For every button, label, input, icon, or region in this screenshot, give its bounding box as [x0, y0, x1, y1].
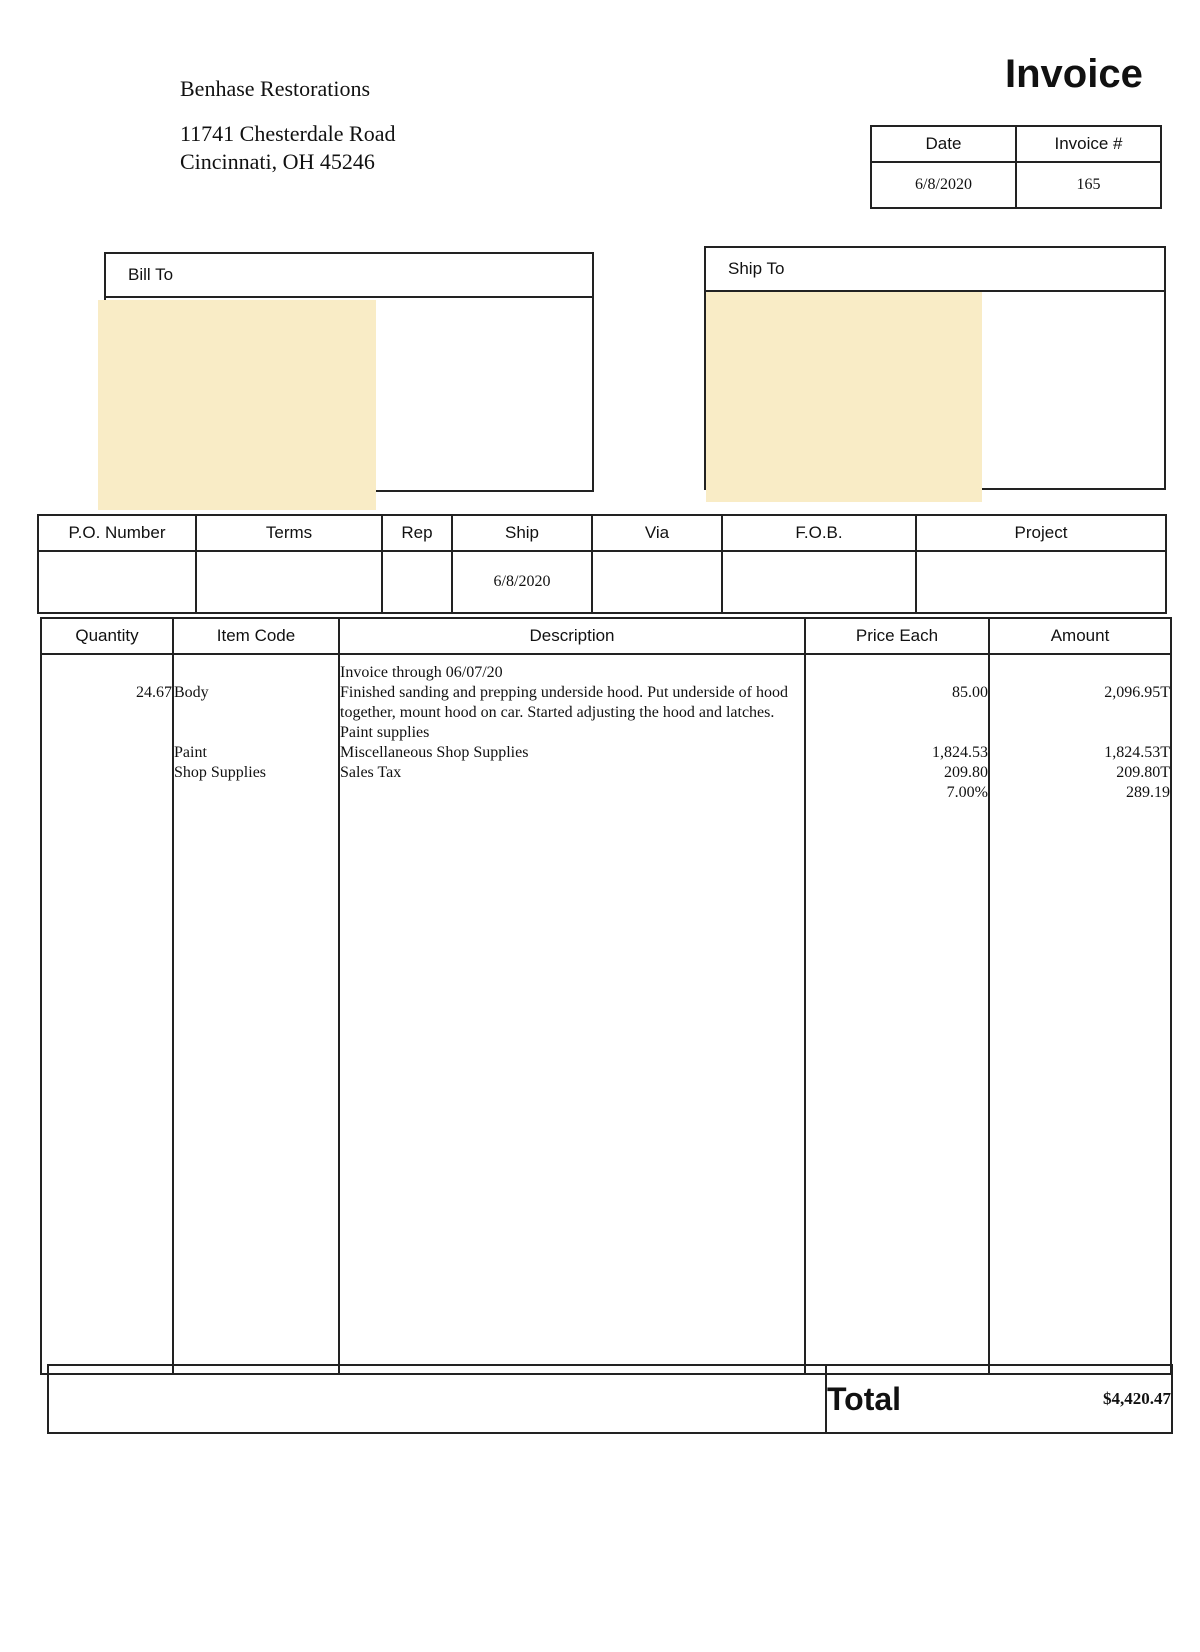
order-info-table	[37, 514, 1167, 614]
rep-value	[382, 551, 452, 613]
total-label: Total	[826, 1365, 1000, 1433]
total-value: $4,420.47	[1000, 1365, 1172, 1433]
fob-value	[722, 551, 916, 613]
quantity-column	[41, 654, 173, 1374]
invoice-number-label: Invoice #	[1016, 126, 1161, 162]
amount-header: Amount	[989, 618, 1171, 654]
po-number-label: P.O. Number	[38, 515, 196, 551]
ship-date-value: 6/8/2020	[452, 551, 592, 613]
via-label: Via	[592, 515, 722, 551]
item-description: Paint supplies	[340, 724, 430, 741]
project-value	[916, 551, 1166, 613]
company-address-line1: 11741 Chesterdale Road	[180, 121, 396, 146]
date-label: Date	[871, 126, 1016, 162]
item-amount: 289.19	[1126, 784, 1170, 801]
item-price: 85.00	[952, 684, 988, 701]
bill-to-redaction	[98, 300, 376, 510]
ship-to-label: Ship To	[706, 248, 1164, 292]
item-price: 7.00%	[946, 784, 988, 801]
item-amount: 2,096.95T	[1104, 684, 1170, 701]
item-price: 209.80	[944, 764, 988, 781]
item-code-header: Item Code	[173, 618, 339, 654]
project-label: Project	[916, 515, 1166, 551]
total-table	[47, 1364, 1173, 1434]
invoice-number: 165	[1016, 162, 1161, 208]
amount-column	[989, 654, 1171, 1374]
item-quantity: 24.67	[136, 684, 172, 701]
bill-to-label: Bill To	[106, 254, 592, 298]
item-code: Paint	[174, 744, 207, 761]
terms-label: Terms	[196, 515, 382, 551]
ship-label: Ship	[452, 515, 592, 551]
company-name: Benhase Restorations	[180, 76, 371, 101]
item-code: Shop Supplies	[174, 764, 267, 781]
description-column	[339, 654, 805, 1374]
po-number-value	[38, 551, 196, 613]
price-each-column	[805, 654, 989, 1374]
item-code-column	[173, 654, 339, 1374]
price-each-header: Price Each	[805, 618, 989, 654]
ship-to-redaction	[706, 292, 982, 502]
item-description: Finished sanding and prepping underside hood. Put underside of hood together, mount hood on car. Started adjusting the hood and latches.	[340, 684, 788, 721]
item-code: Body	[174, 684, 209, 701]
invoice-meta-table	[870, 125, 1162, 209]
description-heading: Invoice through 06/07/20	[340, 664, 503, 681]
via-value	[592, 551, 722, 613]
item-amount: 1,824.53T	[1104, 744, 1170, 761]
company-address-line2: Cincinnati, OH 45246	[180, 149, 375, 174]
item-description: Miscellaneous Shop Supplies	[340, 744, 529, 761]
terms-value	[196, 551, 382, 613]
invoice-date: 6/8/2020	[871, 162, 1016, 208]
line-items-table	[40, 617, 1172, 1375]
description-header: Description	[339, 618, 805, 654]
document-title: Invoice	[1005, 52, 1143, 96]
item-description: Sales Tax	[340, 764, 402, 781]
rep-label: Rep	[382, 515, 452, 551]
quantity-header: Quantity	[41, 618, 173, 654]
fob-label: F.O.B.	[722, 515, 916, 551]
item-amount: 209.80T	[1116, 764, 1170, 781]
item-price: 1,824.53	[932, 744, 988, 761]
company-address	[180, 120, 395, 176]
total-spacer	[48, 1365, 826, 1433]
